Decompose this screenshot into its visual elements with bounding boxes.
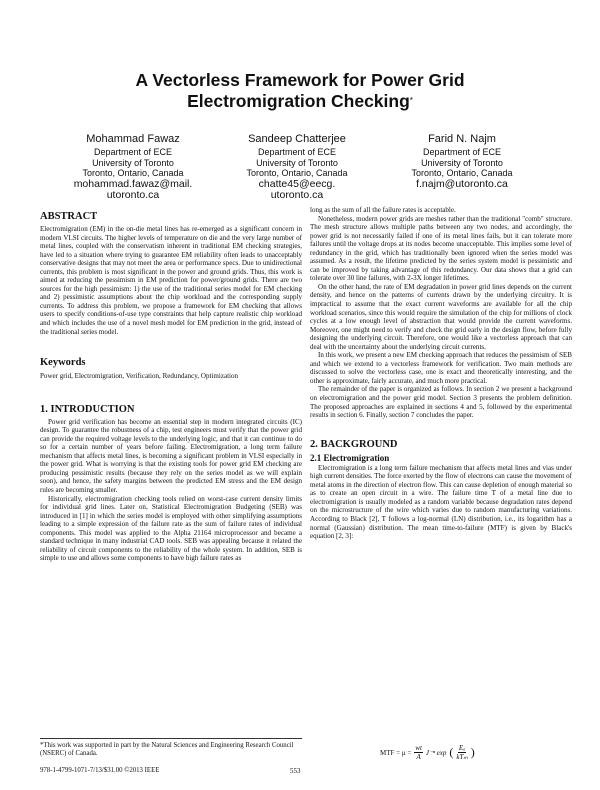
author-email-line-1: mohammad.fawaz@mail.: [73, 177, 193, 190]
electromigration-subheading: 2.1 Electromigration: [310, 452, 390, 463]
author-block-1: [48, 132, 218, 202]
right-paragraph-3: In this work, we present a new EM checking approach that reduces the pessimism of SEB and which we extend to a vectorless framework for verification. Two main methods are discussed to solve the vectorless case, one is exact and theoretically interesting, and the other is approximate, fairly accurate, and much more practical.: [310, 351, 572, 385]
author-email-line-2: utoronto.ca: [270, 189, 324, 201]
keywords-text: Power grid, Electromigration, Verification, Redundancy, Optimization: [40, 372, 239, 381]
page-number: 553: [290, 767, 301, 775]
fraction-numerator: wt: [415, 744, 422, 752]
author-univ: University of Toronto: [421, 157, 503, 168]
author-email-line-2: utoronto.ca: [106, 189, 160, 201]
intro-paragraph-2: Historically, electromigration checking tools relied on worst-case current density limits for individual grid lines. Later on, Statistical Electromigration Budgeting (SEB) was introduced in [1] in which the series model is employed with other simplifying assumptions leading to a simple expression of the failure rate as the sum of failure rates of individual components. This model was applied to the Alpha 21164 microprocessor and became a standard technique in many industrial CAD tools. SEB was appealing because it related the reliability of circuit components to the reliability of the whole system. In addition, SEB is simple to use and allows some components to have high failure rates as: [40, 494, 302, 563]
author-location: Toronto, Ontario, Canada: [246, 168, 348, 178]
title-footnote-marker: *: [409, 96, 413, 105]
equation-middle: J⁻ⁿ exp: [425, 748, 447, 757]
background-heading: 2. BACKGROUND: [310, 438, 398, 450]
equation-fraction-2: [456, 744, 467, 761]
author-dept: Department of ECE: [257, 147, 337, 157]
left-paren: (: [449, 745, 454, 759]
title-line-2: Electromigration Checking: [187, 91, 410, 111]
right-column: [310, 206, 572, 541]
author-block-3: [377, 132, 547, 190]
keywords-heading: Keywords: [40, 357, 86, 369]
author-name: Mohammad Fawaz: [86, 133, 180, 145]
author-email-line-1: f.najm@utoronto.ca: [416, 177, 508, 190]
author-location: Toronto, Ontario, Canada: [82, 168, 184, 178]
right-paragraph-0: long as the sum of all the failure rates is acceptable.: [310, 206, 456, 214]
author-dept: Department of ECE: [93, 147, 173, 157]
left-column: [40, 210, 302, 563]
equation-lhs: MTF = μ =: [380, 748, 412, 757]
author-univ: University of Toronto: [92, 157, 174, 168]
intro-paragraph-1: Power grid verification has become an essential step in modern integrated circuits (IC) design. To guarantee the robustness of a chip, test engineers must verify that the power grid can provide the required voltage levels to the underlying logic, and that it can continue to do so for a certain number of years before failing. Electromigration, a long term failure mechanism that affects metal lines, is becoming a significant problem in VLSI especially in the power grid. What is worrying is that the existing tools for power grid EM checking are producing pessimistic results (because they rely on the series model as we will explain soon), and hence, the safety margins between the predicted EM stress and the EM design rules are becoming smaller.: [40, 417, 302, 495]
author-name: Sandeep Chatterjee: [248, 133, 346, 145]
right-paragraph-1: Nonetheless, modern power grids are meshes rather than the traditional "comb" structure. The mesh structure allows multiple paths between any two nodes, and accordingly, the power grid is not necessarily failed if one of its metal lines fails, but it can tolerate more failures until the voltage drops at its nodes become unacceptable. This implies some level of redundancy in the grid, which has traditionally been ignored when the series model was assumed. As a result, the lifetime predicted by the series system model is pessimistic and can be improved by taking advantage of this redundancy. Our data shows that a grid can tolerate over 30 line failures, with 2-3X longer lifetimes.: [310, 214, 572, 283]
copyright-notice: 978-1-4799-1071-7/13/$31.00 ©2013 IEEE: [40, 767, 160, 774]
author-name: Farid N. Najm: [428, 133, 496, 145]
abstract-heading: ABSTRACT: [40, 211, 98, 222]
electromigration-text: Electromigration is a long term failure mechanism that affects metal lines and vias under high current densities. The force exerted by the flow of electrons can cause the movement of metal atoms in the direction of electron flow. This can cause depletion of enough material so as to create an open circuit in a wire. The failure time T of a metal line due to electromigration is usually modeled as a random variable because degradation rates depend on the microstructure of the wire which varies due to random manufacturing variations. According to Black [2], T follows a log-normal (LN) distribution, i.e., its logarithm has a normal (Gaussian) distribution. The mean time-to-failure (MTF) is given by Black's equation [2, 3]:: [310, 463, 572, 541]
paper-title: [0, 70, 600, 112]
right-paragraph-4: The remainder of the paper is organized as follows. In section 2 we present a background on electromigration and the power grid model. Section 3 presents the problem definition. The proposed approaches are explained in sections 4 and 5, followed by the experimental results in section 6. Finally, section 7 concludes the paper.: [310, 385, 572, 420]
author-email-line-1: chatte45@eecg.: [258, 177, 336, 190]
author-univ: University of Toronto: [256, 157, 338, 168]
introduction-heading: 1. INTRODUCTION: [40, 403, 135, 415]
footnote: *This work was supported in part by the Natural Sciences and Engineering Research Council (NSERC) of Canada.: [40, 738, 302, 758]
author-dept: Department of ECE: [422, 147, 502, 157]
equation-fraction-1: [414, 744, 423, 761]
fraction-denominator: A: [416, 753, 421, 761]
title-line-1: A Vectorless Framework for Power Grid: [135, 70, 465, 90]
author-block-2: [212, 132, 382, 202]
right-paren: ): [470, 745, 475, 759]
abstract-text: Electromigration (EM) in the on-die metal lines has re-emerged as a significant concern in modern VLSI circuits. The higher levels of temperature on die and the very large number of metal lines, coupled with the conservatism inherent in traditional EM checking strategies, have led to a situation where trying to guarantee EM reliability often leads to unacceptably conservative designs that may not meet the area or performance specs. Due to unidirectional currents, this problem is most significant in the power and ground grids. Thus, this work is aimed at reducing the pessimism in EM prediction for power/ground grids. There are two sources for the high pessimism: 1) the use of the traditional series model for EM checking and 2) pessimistic assumptions about the chip workload and the corresponding supply currents. To address this problem, we propose a framework for EM checking that allows users to specify conditions-of-use type constraints that help capture realistic chip workload and which includes the use of a novel mesh model for EM prediction in the grid, instead of the traditional series model.: [40, 225, 302, 336]
author-location: Toronto, Ontario, Canada: [411, 168, 513, 178]
fraction-numerator: Eₐ: [458, 744, 466, 752]
right-paragraph-2: On the other hand, the rate of EM degradation in power grid lines depends on the current density, and hence on the patterns of currents drawn by the underlying circuitry. It is impractical to assume that the exact current waveforms are available for all the chip workload scenarios, since this would require the simulation of the chip for millions of clock cycles at a low enough level of abstraction that would provide the current waveforms. Moreover, one might need to verify and check the grid early in the design flow, before fully designing the underlying circuit. Therefore, one would like a vectorless approach that can deal with the uncertainty about the underlying circuit currents.: [310, 282, 572, 351]
black-equation: [380, 744, 475, 761]
fraction-denominator: kTₘ: [456, 753, 468, 761]
